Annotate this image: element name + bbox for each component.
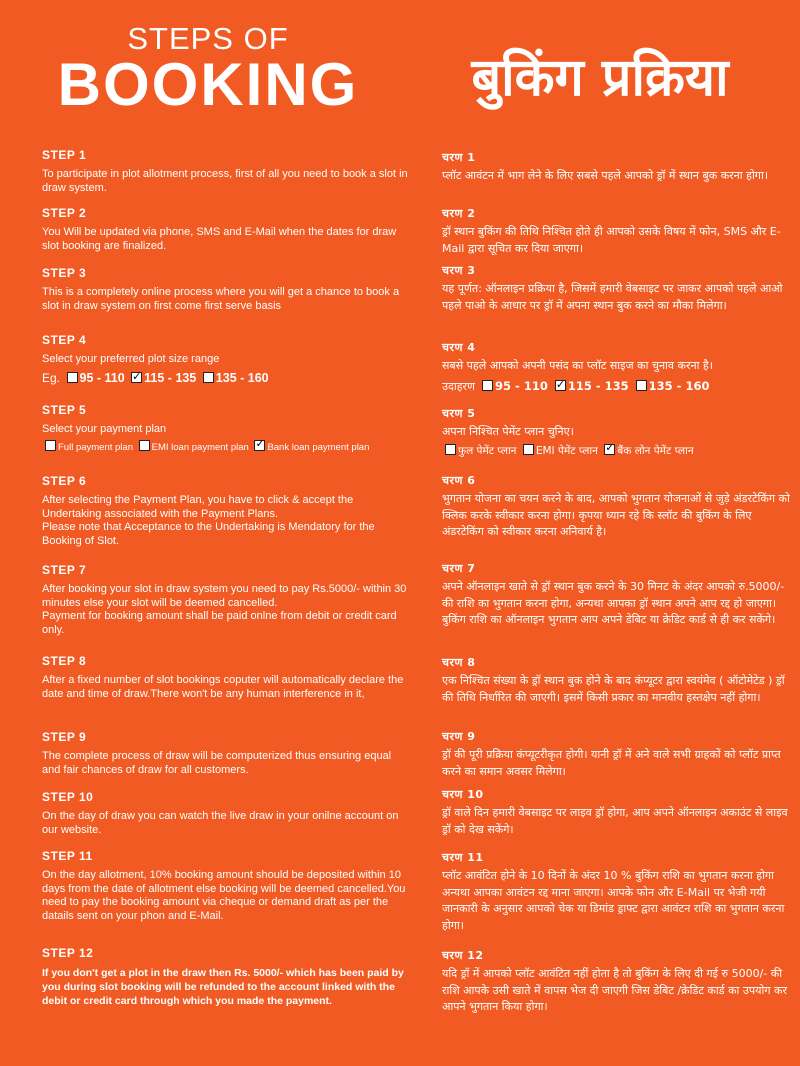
plot-size-option: 95 - 110	[79, 370, 125, 385]
payment-plan-option: बैंक लोन पेमेंट प्लान	[617, 444, 694, 457]
checkbox-icon	[523, 444, 534, 455]
payment-plan-option: फुल पेमेंट प्लान	[458, 444, 517, 457]
header-title: BOOKING	[57, 51, 359, 118]
step-text: सबसे पहले आपको अपनी पसंद का प्लॉट साइज का चुनाव करना है।	[442, 359, 713, 372]
plot-size-options	[42, 370, 412, 386]
example-label: उदाहरण	[442, 379, 476, 393]
step-hi-7	[442, 561, 792, 629]
step-hi-9	[442, 729, 792, 780]
checkbox-icon	[482, 380, 493, 391]
step-text: On the day allotment, 10% booking amount should be deposited within 10 days from the date of allotment else booking will be deemed cancelled.You need to pay the booking amount via cheque or demand draft as per the datails sent on your phon and E-Mail.	[42, 869, 406, 922]
step-text: To participate in plot allotment process, first of all you need to book a slot in draw system.	[42, 168, 408, 194]
step-title: चरण 1	[442, 151, 476, 164]
payment-plan-options	[442, 444, 792, 458]
step-hi-12	[442, 948, 792, 1016]
header-english	[48, 21, 368, 118]
step-title: STEP 2	[42, 206, 87, 220]
step-title: चरण 2	[442, 207, 476, 220]
step-hi-10	[442, 787, 792, 838]
step-en-3	[42, 266, 412, 313]
step-title: STEP 7	[42, 563, 87, 577]
step-en-8	[42, 654, 412, 701]
step-en-4	[42, 333, 412, 386]
step-text: After a fixed number of slot bookings coputer will automatically declare the date and time of draw.There won't be any human interference in it,	[42, 674, 404, 700]
step-text: On the day of draw you can watch the live draw in your onilne account on our website.	[42, 810, 399, 836]
step-en-11	[42, 849, 412, 923]
step-text: Select your payment plan	[42, 423, 167, 435]
step-title: चरण 6	[442, 474, 476, 487]
step-text: Select your preferred plot size range	[42, 353, 220, 365]
step-en-12	[42, 946, 412, 1008]
step-title: STEP 4	[42, 333, 87, 347]
plot-size-option: 135 - 160	[215, 370, 269, 385]
checkbox-icon	[636, 380, 647, 391]
step-title: STEP 8	[42, 654, 87, 668]
step-text: यदि ड्रॉ में आपको प्लॉट आवंटित नहीं होता है तो बुकिंग के लिए दी गई रु 5000/- की राशि आपके उसी खाते में वापस भेज दी जाएगी जिस डेबिट /क्रेडिट कार्ड का उपयोग कर आपने भुगतान किया होगा।	[442, 967, 788, 1013]
step-hi-2	[442, 206, 792, 257]
checked-checkbox-icon	[555, 380, 566, 391]
checked-checkbox-icon	[254, 440, 265, 451]
step-title: STEP 11	[42, 849, 93, 863]
step-en-9	[42, 730, 412, 777]
checked-checkbox-icon	[604, 444, 615, 455]
step-title: चरण 7	[442, 562, 476, 575]
step-title: चरण 11	[442, 851, 484, 864]
step-text: भुगतान योजना का चयन करने के बाद, आपको भुगतान योजनाओं से जुड़े अंडरटेकिंग को क्लिक करके स्वीकार करना होगा। कृपया ध्यान रहे कि स्लॉट की बुकिंग के लिए अंडरटेकिंग को स्वीकार करना अनिवार्य है।	[442, 492, 790, 538]
step-text: After selecting the Payment Plan, you have to click & accept the Undertaking associated with the Payment Plans. Please note that Acceptance to the Undertaking is Mendatory for the Booking of Slot.	[42, 494, 375, 547]
step-title: चरण 12	[442, 949, 484, 962]
step-text: ड्रॉ स्थान बुकिंग की तिथि निश्चित होते ही आपको उसके विषय में फोन, SMS और E-Mail द्वारा सूचित कर दिया जाएगा।	[442, 225, 781, 255]
step-en-5	[42, 403, 412, 453]
step-hi-8	[442, 655, 792, 706]
step-text: एक निश्चित संख्या के ड्रॉ स्थान बुक होने के बाद कंप्यूटर द्वारा स्वयंमेव ( ऑटोमेटेड ) ड्रॉ की तिथि निर्धारित की जाएगी। इसमें किसी प्रकार का मानवीय हस्तक्षेप नहीं होगा।	[442, 674, 785, 704]
step-hi-5	[442, 406, 792, 458]
checkbox-icon	[139, 440, 150, 451]
example-label: Eg.	[42, 370, 61, 385]
step-text: अपने ऑनलाइन खाते से ड्रॉ स्थान बुक करने के 30 मिनट के अंदर आपको रु.5000/- की राशि का भुगतान करना होगा, अन्यथा आपका ड्रॉ स्थान अपने आप रद्द हो जाएगा। बुकिंग राशि का ऑनलाइन भुगतान आप अपने डेबिट या क्रेडिट कार्ड से ही कर सकेंगे।	[442, 580, 785, 626]
step-title: चरण 9	[442, 730, 476, 743]
checked-checkbox-icon	[131, 372, 142, 383]
step-en-1	[42, 148, 412, 195]
step-text: If you don't get a plot in the draw then Rs. 5000/- which has been paid by you during slot booking will be refunded to the account linked with the debit or credit card through which you made the payment.	[42, 967, 404, 1007]
payment-plan-option: Bank loan payment plan	[267, 441, 370, 453]
checkbox-icon	[67, 372, 78, 383]
step-title: चरण 8	[442, 656, 476, 669]
step-text: प्लॉट आवंटन में भाग लेने के लिए सबसे पहले आपको ड्रॉ में स्थान बुक करना होगा।	[442, 169, 769, 182]
step-text: The complete process of draw will be computerized thus ensuring equal and fair chances of draw for all customers.	[42, 750, 392, 776]
step-text: After booking your slot in draw system you need to pay Rs.5000/- within 30 minutes else your slot will be deemed cancelled. Payment for booking amount shall be paid onlne from debit or credit card only.	[42, 583, 407, 636]
step-hi-1	[442, 150, 792, 185]
plot-size-option: 95 - 110	[495, 378, 548, 393]
step-hi-6	[442, 473, 792, 541]
step-en-2	[42, 206, 412, 253]
step-text: ड्रॉ वाले दिन हमारी वेबसाइट पर लाइव ड्रॉ होगा, आप अपने ऑनलाइन अकाउंट से लाइव ड्रॉ को देख सकेंगे।	[442, 806, 788, 836]
step-title: चरण 4	[442, 341, 476, 354]
step-hi-11	[442, 850, 792, 934]
step-title: STEP 6	[42, 474, 87, 488]
step-title: चरण 5	[442, 407, 476, 420]
payment-plan-option: Full payment plan	[58, 441, 133, 453]
step-title: STEP 3	[42, 266, 87, 280]
step-text: प्लॉट आवंटित होने के 10 दिनों के अंदर 10 % बुकिंग राशि का भुगतान करना होगा अन्यथा आपका आवंटन रद्द माना जाएगा। आपके फोन और E-Mail पर भेजी गयी जानकारी के अनुसार आपको चेक या डिमांड ड्राफ्ट द्वारा आवंटन राशि का भुगतान करना होगा।	[442, 869, 785, 932]
step-title: चरण 10	[442, 788, 484, 801]
step-title: STEP 5	[42, 403, 87, 417]
step-text: ड्रॉ की पूरी प्रक्रिया कंप्यूटरीकृत होगी। यानी ड्रॉ में अने वाले सभी ग्राहकों को प्लॉट प्राप्त करने का समान अवसर मिलेगा।	[442, 748, 781, 778]
step-hi-4	[442, 340, 792, 395]
plot-size-options	[442, 378, 792, 395]
step-en-10	[42, 790, 412, 837]
step-title: STEP 1	[42, 148, 87, 162]
header-subtitle: STEPS OF	[127, 21, 289, 56]
payment-plan-option: EMI पेमेंट प्लान	[535, 444, 598, 457]
step-text: This is a completely online process where you will get a chance to book a slot in draw system on first come first serve basis	[42, 286, 400, 312]
plot-size-option: 115 - 135	[567, 378, 629, 393]
header-hindi-title: बुकिंग प्रक्रिया	[471, 48, 729, 108]
step-title: STEP 12	[42, 946, 94, 960]
plot-size-option: 135 - 160	[648, 378, 710, 393]
payment-plan-option: EMI loan payment plan	[151, 441, 249, 453]
checkbox-icon	[445, 444, 456, 455]
step-text: अपना निश्चित पेमेंट प्लान चुनिए।	[442, 425, 574, 438]
step-title: चरण 3	[442, 264, 476, 277]
checkbox-icon	[203, 372, 214, 383]
step-text: You Will be updated via phone, SMS and E-Mail when the dates for draw slot booking are finalized.	[42, 226, 397, 252]
step-text: यह पूर्णत: ऑनलाइन प्रक्रिया है, जिसमें हमारी वेबसाइट पर जाकर आपको पहले आओ पहले पाओ के आधार पर ड्रॉ में अपना स्थान बुक करने का मौका मिलेगा।	[442, 282, 783, 312]
checkbox-icon	[45, 440, 56, 451]
step-en-6	[42, 474, 412, 548]
plot-size-option: 115 - 135	[144, 370, 197, 385]
step-en-7	[42, 563, 412, 637]
payment-plan-options	[42, 440, 412, 453]
step-title: STEP 10	[42, 790, 94, 804]
step-title: STEP 9	[42, 730, 87, 744]
step-hi-3	[442, 263, 792, 314]
